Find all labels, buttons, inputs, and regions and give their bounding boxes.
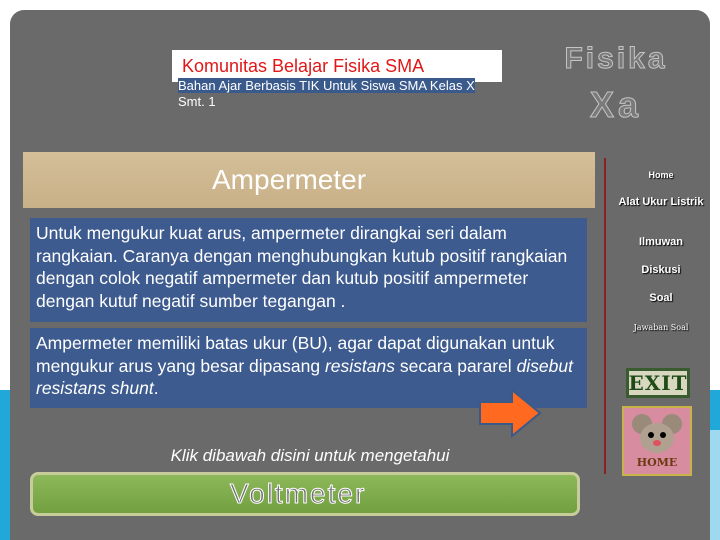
subtitle-line2: Smt. 1 — [178, 94, 216, 109]
nav-ilmuwan[interactable]: Ilmuwan — [638, 236, 683, 248]
voltmeter-label[interactable]: Voltmeter — [230, 478, 367, 509]
home-mouse-label[interactable]: HOME — [636, 456, 678, 469]
para2-em-shunt: disebut resistans shunt — [36, 355, 573, 398]
page-title: Ampermeter — [212, 164, 367, 195]
para2-text-a: Ampermeter memiliki batas ukur (BU), agar dapat digunakan untuk mengukur arus yang besar dipasang — [36, 333, 555, 376]
para2-em-resistans: resistans — [324, 355, 395, 376]
nav-soal[interactable]: Soal — [649, 292, 673, 304]
exit-label[interactable]: EXIT — [628, 371, 688, 395]
arrow-right-icon[interactable] — [478, 388, 542, 443]
logo-xa: Xa — [589, 84, 643, 125]
nav-diskusi[interactable]: Diskusi — [641, 264, 681, 276]
para2-text-b: secara pararel — [394, 355, 517, 376]
community-title: Komunitas Belajar Fisika SMA — [172, 50, 502, 82]
logo-fisika: Fisika — [564, 42, 668, 75]
subtitle-line1: Bahan Ajar Berbasis TIK Untuk Siswa SMA Kelas X — [178, 78, 475, 93]
nav-divider — [604, 158, 606, 474]
nav-home[interactable]: Home — [648, 170, 674, 180]
subtitle — [172, 76, 542, 110]
content-box-1: Untuk mengukur kuat arus, ampermeter dirangkai seri dalam rangkaian. Caranya dengan menghubungkan kutub positif rangkaian dengan colok negatif ampermeter dan kutub positif ampermeter dengan kutuf negatif sumber tegangan . — [30, 218, 587, 322]
nav-alat-ukur-listrik[interactable]: Alat Ukur Listrik — [618, 196, 704, 208]
para2-text-c: . — [153, 378, 159, 398]
klik-instruction: Klik dibawah disini untuk mengetahui — [170, 446, 450, 465]
nav-jawaban-soal[interactable]: Jawaban Soal — [633, 323, 689, 332]
